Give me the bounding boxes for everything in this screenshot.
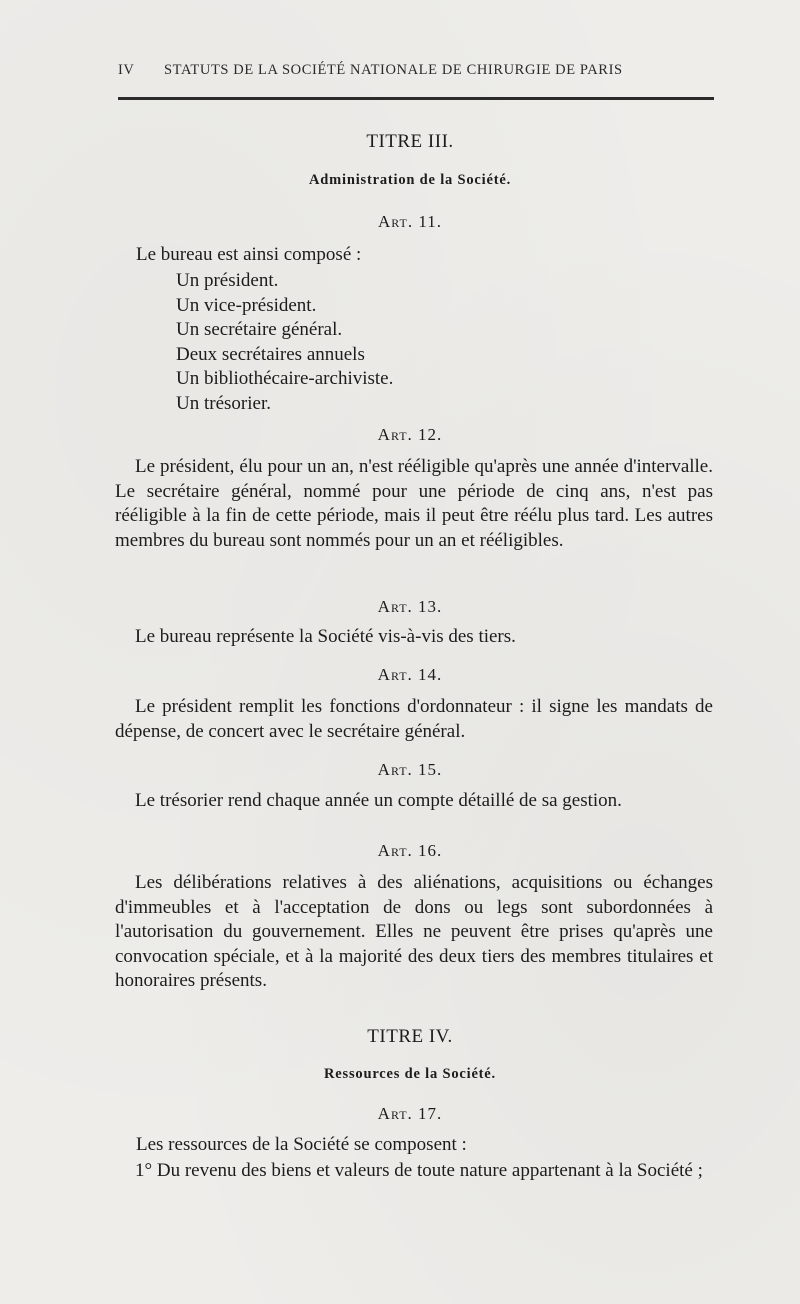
article-13-body: Le bureau représente la Société vis-à-vis des tiers. [135,626,516,647]
article-heading-13: Art. 13. [377,597,443,616]
list-item: Un président. [176,270,279,291]
article-heading-12: Art. 12. [377,425,443,444]
article-16-text [115,871,713,994]
running-title: STATUTS DE LA SOCIÉTÉ NATIONALE DE CHIRURGIE DE PARIS [164,62,623,78]
section-title-titre-3: TITRE III. [366,131,454,152]
article-heading-11: Art. 11. [377,212,442,231]
article-17-item-1 [115,1159,713,1184]
list-item: Un bibliothécaire-archiviste. [176,368,394,389]
article-heading-17: Art. 17. [377,1104,443,1123]
section-subtitle-administration: Administration de la Société. [308,172,512,188]
section-title-titre-4: TITRE IV. [367,1026,453,1047]
article-11-intro: Le bureau est ainsi composé : [136,244,362,265]
list-item: Un trésorier. [176,392,271,414]
article-12-text [115,455,713,553]
article-13-text [115,625,713,650]
list-item: Deux secrétaires annuels [176,343,365,365]
article-15-body: Le trésorier rend chaque année un compte détaillé de sa gestion. [135,790,622,811]
header-rule [118,97,714,100]
page-number: IV [118,62,135,78]
article-16-body: Les délibérations relatives à des aliénations, acquisitions ou échanges d'immeubles et à l'acceptation de dons ou legs sont subordonnées à l'autorisation du gouvernement. Elles ne peuvent être prises qu'après une convocation spéciale, et à la majorité des deux tiers des membres titulaires et honoraires présents. [115,872,713,991]
list-item: Un vice-président. [176,294,317,316]
article-17-intro: Les ressources de la Société se composent : [136,1134,467,1155]
article-heading-16: Art. 16. [377,841,443,860]
article-14-body: Le président remplit les fonctions d'ordonnateur : il signe les mandats de dépense, de concert avec le secrétaire général. [115,696,713,742]
article-17-item-1-text: 1° Du revenu des biens et valeurs de toute nature appartenant à la Société ; [135,1160,703,1181]
running-head [118,62,678,79]
list-item: Un secrétaire général. [176,319,343,340]
article-14-text [115,695,713,744]
article-15-text [115,789,713,814]
article-12-body: Le président, élu pour un an, n'est rééligible qu'après une année d'intervalle. Le secrétaire général, nommé pour une période de cinq ans, n'est pas rééligible à la fin de cette période, mais il peut être réélu plus tard. Les autres membres du bureau sont nommés pour un an et rééligibles. [115,456,713,551]
article-heading-14: Art. 14. [377,665,443,684]
section-subtitle-ressources: Ressources de la Société. [324,1066,496,1082]
bureau-member-list [176,269,596,416]
article-heading-15: Art. 15. [377,760,443,779]
